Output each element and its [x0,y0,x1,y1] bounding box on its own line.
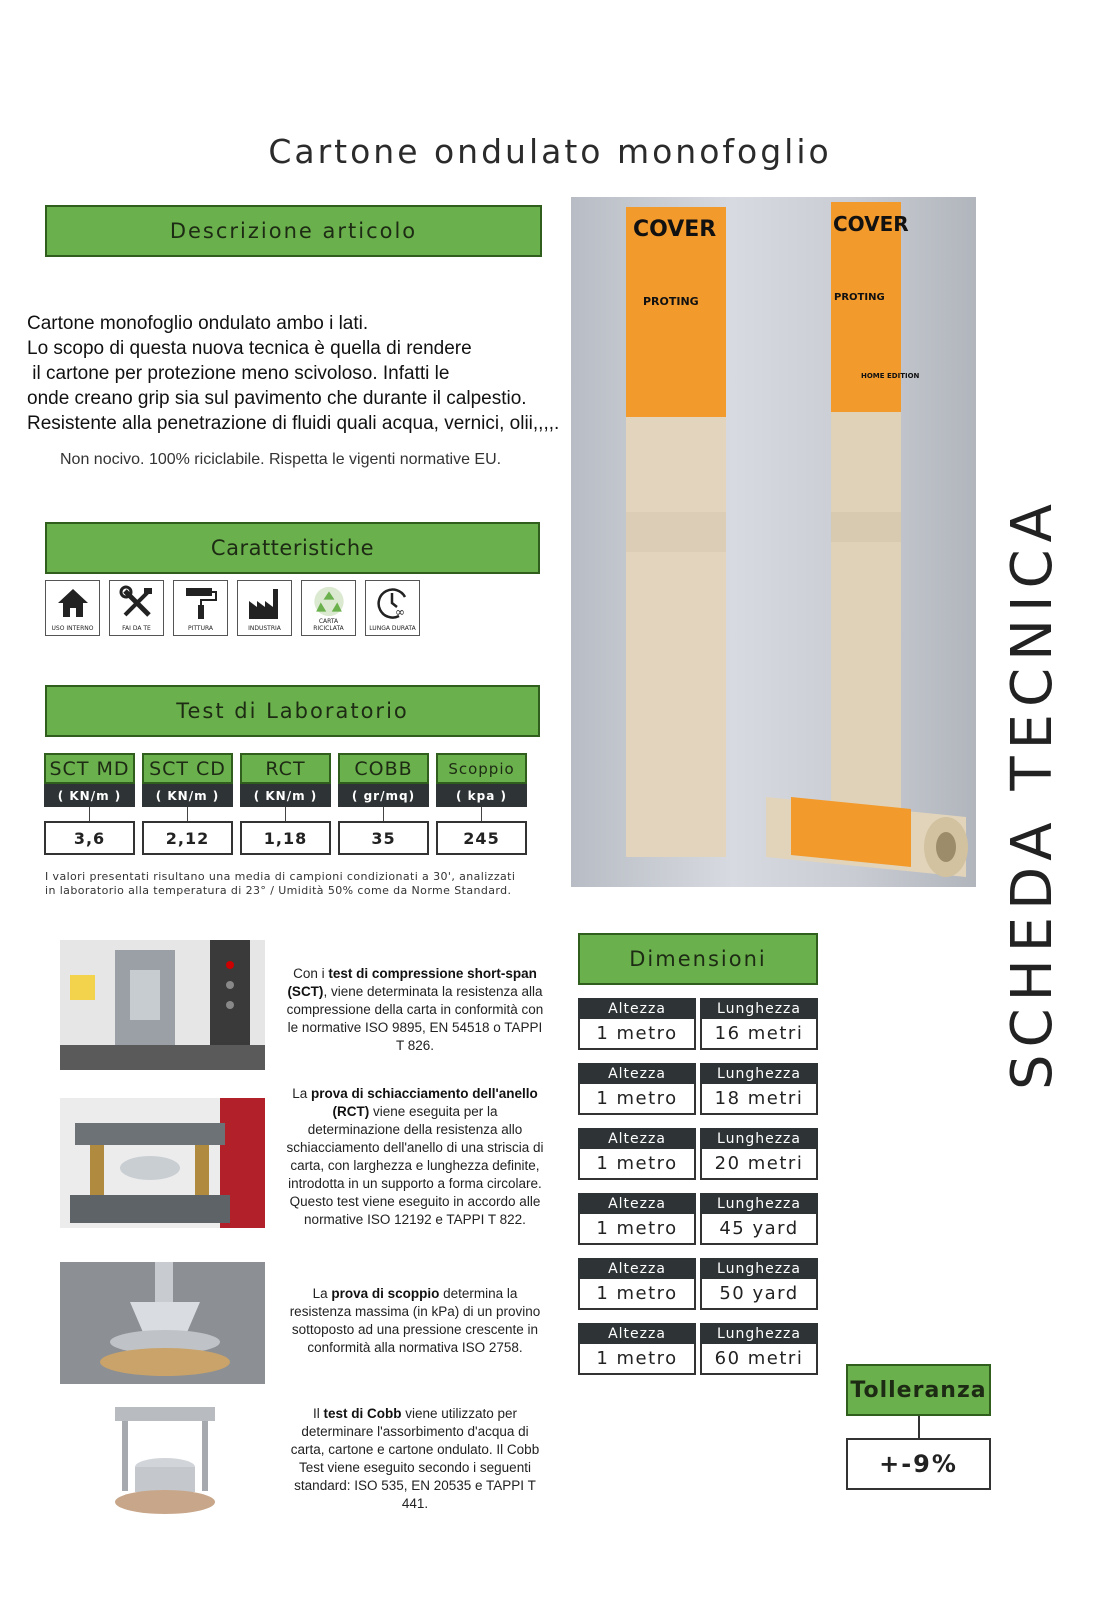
sct-description [285,965,545,1055]
lab-test-sct-cd [142,753,233,855]
feature-pittura [173,580,228,636]
burst-text-pre: La [312,1286,332,1301]
height-label: Altezza [578,1258,696,1279]
product-brand-label-left: COVER [633,217,717,242]
burst-machine-image [60,1262,265,1384]
burst-description [285,1285,545,1357]
cobb-description [285,1405,545,1513]
feature-uso-interno [45,580,100,636]
paint-roller-icon [183,585,219,621]
burst-text-post: determina la resistenza massima (in kPa) di un provino sottoposto ad una pressione crescente in conformità alla normativa ISO 2758. [289,1286,541,1355]
lab-test-value: 1,18 [240,821,331,855]
feature-label: USO INTERNO [51,625,94,632]
length-value: 50 yard [700,1279,818,1310]
factory-icon [247,585,283,621]
lab-connector [285,807,286,821]
tolerance-value: +-9% [846,1438,991,1490]
lab-header [45,685,540,737]
dimension-row [578,1193,818,1245]
infinity-clock-icon [375,585,411,621]
sct-text-post: , viene determinata la resistenza alla compressione della carta in conformità con le normative ISO 9895, EN 54518 o TAPPI T 826. [286,984,544,1053]
description-text: Cartone monofoglio ondulato ambo i lati. Lo scopo di questa nuova tecnica è quella di rendere il cartone per protezione meno scivoloso. Infatti le onde creano grip sia sul pavimento che durante il calpestio. Resistente alla penetrazione di fluidi quali acqua, vernici, olii,,,,. [27,313,560,434]
height-value: 1 metro [578,1149,696,1180]
feature-label: INDUSTRIA [248,625,281,632]
lab-test-name: Scoppio [436,753,527,784]
lab-header-label: Test di Laboratorio [176,699,409,723]
product-brand-label-right: COVER [833,212,909,236]
feature-fai-da-te [109,580,164,636]
features-header-label: Caratteristiche [210,536,375,560]
rct-text-pre: La [292,1086,311,1101]
description-note: Non nocivo. 100% riciclabile. Rispetta le vigenti normative EU. [60,451,502,468]
cobb-text-bold: test di Cobb [323,1406,402,1421]
height-value: 1 metro [578,1344,696,1375]
lab-connector [89,807,90,821]
feature-label: CARTA RICICLATA [313,618,344,632]
dimensions-header-label: Dimensioni [629,947,767,971]
vertical-title: SCHEDA TECNICA [1000,497,1065,1090]
lab-test-unit: ( KN/m ) [44,784,135,807]
lab-test-unit: ( KN/m ) [142,784,233,807]
feature-label: LUNGA DURATA [369,625,416,632]
house-icon [55,585,91,621]
dimensions-header [578,933,818,985]
lab-test-name: SCT CD [142,753,233,784]
lab-test-sct-md [44,753,135,855]
product-sub-label-right: PROTING [834,292,885,303]
length-value: 18 metri [700,1084,818,1115]
length-label: Lunghezza [700,1323,818,1344]
features-header [45,522,540,574]
lab-test-value: 2,12 [142,821,233,855]
length-label: Lunghezza [700,998,818,1019]
tolerance-header [846,1364,991,1416]
lab-test-cobb [338,753,429,855]
length-value: 60 metri [700,1344,818,1375]
cobb-text-pre: Il [312,1406,324,1421]
lab-test-value: 245 [436,821,527,855]
description-header [45,205,542,257]
cobb-device-image [110,1402,220,1522]
rct-text-bold: prova di schiacciamento dell'anello (RCT) [310,1086,538,1119]
cobb-text-post: viene utilizzato per determinare l'assorbimento d'acqua di carta, cartone e cartone ondulato. Il Cobb Test viene eseguito secondo i seguenti standard: ISO 535, EN 20535 e TAPPI T 441. [290,1406,540,1511]
feature-carta-riciclata [301,580,356,636]
lab-test-value: 35 [338,821,429,855]
tolerance-header-label: Tolleranza [850,1377,987,1403]
feature-lunga-durata [365,580,420,636]
lab-connector [383,807,384,821]
tolerance-connector [918,1416,920,1438]
lab-note: I valori presentati risultano una media di campioni condizionati a 30', analizzati in laboratorio alla temperatura di 23° / Umidità 50% come da Norme Standard. [45,870,516,897]
height-value: 1 metro [578,1279,696,1310]
lab-test-unit: ( gr/mq) [338,784,429,807]
feature-label: PITTURA [187,625,214,632]
burst-text-bold: prova di scoppio [331,1286,440,1301]
rct-description [285,1085,545,1229]
rct-machine-image [60,1098,265,1228]
dimension-row [578,998,818,1050]
product-edition-label: HOME EDITION [861,372,920,380]
sct-text-pre: Con i [293,966,329,981]
page-title: Cartone ondulato monofoglio [268,132,832,171]
lab-test-value: 3,6 [44,821,135,855]
length-label: Lunghezza [700,1193,818,1214]
lab-test-scoppio [436,753,527,855]
length-value: 45 yard [700,1214,818,1245]
feature-label: FAI DA TE [122,625,151,632]
lab-test-name: COBB [338,753,429,784]
sct-machine-image [60,940,265,1070]
dimension-row [578,1063,818,1115]
lab-connector [481,807,482,821]
height-value: 1 metro [578,1214,696,1245]
feature-industria [237,580,292,636]
height-label: Altezza [578,1323,696,1344]
length-label: Lunghezza [700,1258,818,1279]
lab-tests [44,753,527,855]
svg-text:∞: ∞ [394,605,405,619]
features-icons [45,580,420,636]
height-label: Altezza [578,1193,696,1214]
lab-test-name: SCT MD [44,753,135,784]
tools-icon [119,585,155,621]
lab-test-name: RCT [240,753,331,784]
dimension-row [578,1258,818,1310]
dimension-row [578,1323,818,1375]
lab-test-unit: ( kpa ) [436,784,527,807]
rct-text-post: viene eseguita per la determinazione della resistenza allo schiacciamento dell'anello di una striscia di carta, con larghezza e lunghezza definite, introdotta in un supporto a forma circolare. Questo test viene eseguito in accordo alle normative ISO 12192 e TAPPI T 822. [286,1104,544,1227]
sct-text-bold: test di compressione short-span (SCT) [287,966,537,999]
product-sub-label-left: PROTING [643,295,699,308]
lab-test-rct [240,753,331,855]
height-label: Altezza [578,1063,696,1084]
height-value: 1 metro [578,1019,696,1050]
length-value: 20 metri [700,1149,818,1180]
product-photo [571,197,976,887]
length-label: Lunghezza [700,1063,818,1084]
height-label: Altezza [578,998,696,1019]
lab-connector [187,807,188,821]
dimension-row [578,1128,818,1180]
height-label: Altezza [578,1128,696,1149]
description-header-label: Descrizione articolo [169,219,418,243]
length-value: 16 metri [700,1019,818,1050]
length-label: Lunghezza [700,1128,818,1149]
height-value: 1 metro [578,1084,696,1115]
recycle-icon [311,585,347,618]
lab-test-unit: ( KN/m ) [240,784,331,807]
